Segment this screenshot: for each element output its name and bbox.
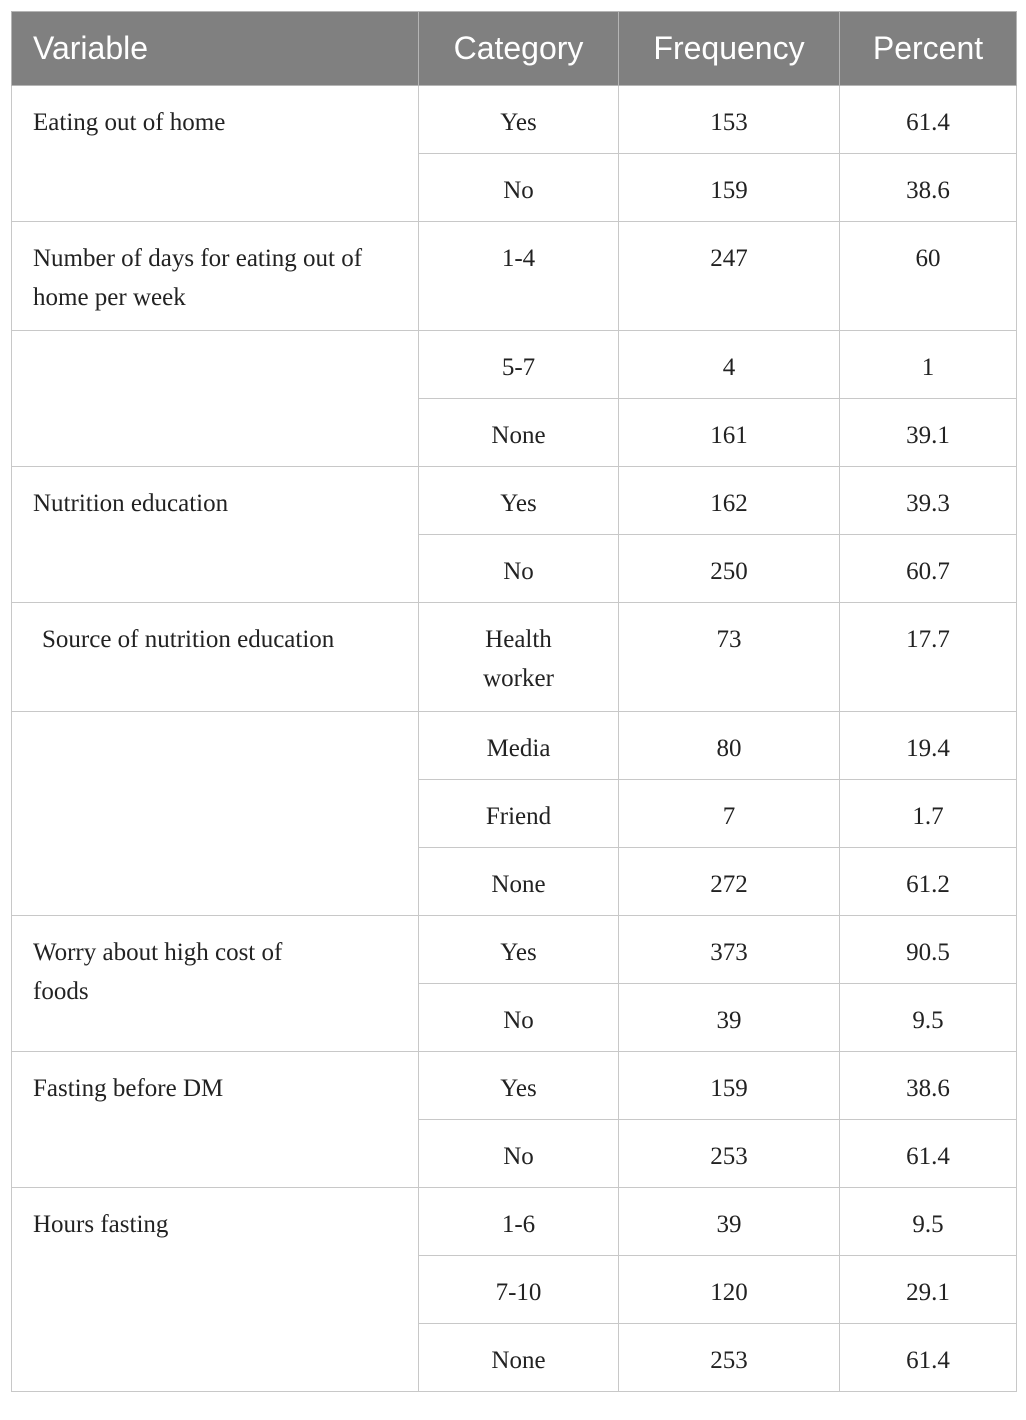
column-header-frequency: Frequency	[619, 12, 840, 86]
column-header-variable: Variable	[12, 12, 419, 86]
frequency-cell: 159	[619, 154, 840, 222]
table-row	[12, 222, 1017, 331]
category-cell: 5-7	[419, 331, 619, 399]
frequency-cell: 373	[619, 916, 840, 984]
percent-cell: 38.6	[840, 154, 1017, 222]
column-header-category: Category	[419, 12, 619, 86]
variable-cell	[12, 712, 419, 916]
percent-cell: 60.7	[840, 535, 1017, 603]
frequency-cell: 161	[619, 399, 840, 467]
category-cell: Yes	[419, 86, 619, 154]
percent-cell: 17.7	[840, 603, 1017, 712]
frequency-cell: 4	[619, 331, 840, 399]
category-cell: 7-10	[419, 1256, 619, 1324]
variable-cell: Hours fasting	[12, 1188, 419, 1392]
category-cell: 1-4	[419, 222, 619, 331]
percent-cell: 29.1	[840, 1256, 1017, 1324]
percent-cell: 1	[840, 331, 1017, 399]
frequency-cell: 159	[619, 1052, 840, 1120]
frequency-cell: 253	[619, 1324, 840, 1392]
frequency-cell: 253	[619, 1120, 840, 1188]
variable-cell: Worry about high cost of foods	[12, 916, 419, 1052]
frequency-cell: 250	[619, 535, 840, 603]
table-row	[12, 916, 1017, 984]
percent-cell: 61.4	[840, 86, 1017, 154]
category-cell: Yes	[419, 467, 619, 535]
percent-cell: 61.4	[840, 1120, 1017, 1188]
variable-cell: Number of days for eating out of home per week	[12, 222, 419, 331]
table-row	[12, 1052, 1017, 1120]
frequency-cell: 39	[619, 1188, 840, 1256]
table-row	[12, 1188, 1017, 1256]
percent-cell: 38.6	[840, 1052, 1017, 1120]
percent-cell: 19.4	[840, 712, 1017, 780]
category-cell: No	[419, 984, 619, 1052]
table-row	[12, 712, 1017, 780]
variable-cell	[12, 331, 419, 467]
category-cell: Friend	[419, 780, 619, 848]
frequency-cell: 80	[619, 712, 840, 780]
category-cell: None	[419, 1324, 619, 1392]
variable-cell: Source of nutrition education	[12, 603, 419, 712]
data-table	[11, 11, 1017, 1392]
table-row	[12, 86, 1017, 154]
percent-cell: 1.7	[840, 780, 1017, 848]
percent-cell: 39.1	[840, 399, 1017, 467]
category-cell: No	[419, 154, 619, 222]
variable-cell: Nutrition education	[12, 467, 419, 603]
table-row	[12, 467, 1017, 535]
table-row	[12, 331, 1017, 399]
table-row	[12, 603, 1017, 712]
percent-cell: 90.5	[840, 916, 1017, 984]
percent-cell: 60	[840, 222, 1017, 331]
frequency-cell: 73	[619, 603, 840, 712]
frequency-cell: 272	[619, 848, 840, 916]
variable-cell: Fasting before DM	[12, 1052, 419, 1188]
percent-cell: 9.5	[840, 984, 1017, 1052]
category-cell: Health worker	[419, 603, 619, 712]
category-cell: No	[419, 535, 619, 603]
category-cell: None	[419, 848, 619, 916]
percent-cell: 61.2	[840, 848, 1017, 916]
category-cell: Yes	[419, 1052, 619, 1120]
frequency-cell: 162	[619, 467, 840, 535]
category-cell: No	[419, 1120, 619, 1188]
frequency-cell: 39	[619, 984, 840, 1052]
percent-cell: 61.4	[840, 1324, 1017, 1392]
frequency-cell: 247	[619, 222, 840, 331]
category-cell: Media	[419, 712, 619, 780]
frequency-cell: 153	[619, 86, 840, 154]
header-row	[12, 12, 1017, 86]
column-header-percent: Percent	[840, 12, 1017, 86]
variable-cell: Eating out of home	[12, 86, 419, 222]
category-cell: Yes	[419, 916, 619, 984]
frequency-cell: 7	[619, 780, 840, 848]
category-cell: None	[419, 399, 619, 467]
category-cell: 1-6	[419, 1188, 619, 1256]
percent-cell: 9.5	[840, 1188, 1017, 1256]
percent-cell: 39.3	[840, 467, 1017, 535]
frequency-cell: 120	[619, 1256, 840, 1324]
